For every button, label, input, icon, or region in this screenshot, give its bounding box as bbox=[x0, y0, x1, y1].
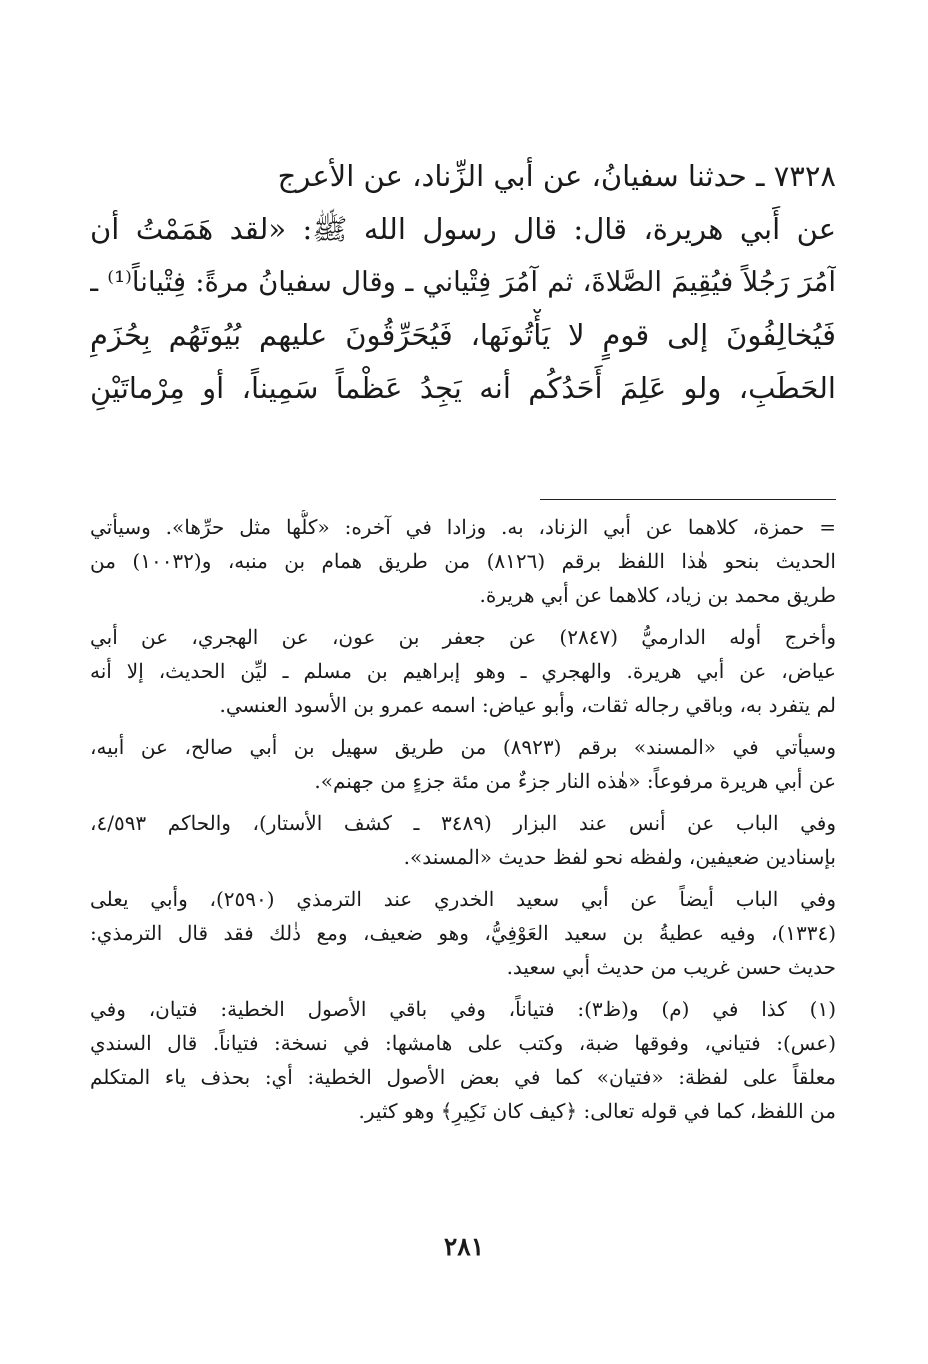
hadith-line: الحَطَبِ، ولو عَلِمَ أَحَدُكُم أنه يَجِدُ عَظْماً سَمِيناً، أو مِرْماتَيْنِ bbox=[90, 371, 836, 405]
page-number: ٢٨١ bbox=[443, 1232, 485, 1261]
footnote-line: (١٣٣٤)، وفيه عطيةُ بن سعيد العَوْفِيُّ، وهو ضعيف، ومع ذٰلك فقد قال الترمذي: bbox=[90, 921, 836, 945]
footnote-line: وفي الباب عن أنس عند البزار (٣٤٨٩ ـ كشف الأستار)، والحاكم ٤/٥٩٣، bbox=[90, 811, 836, 835]
footnote-line: عن أبي هريرة مرفوعاً: «هٰذه النار جزءٌ من مئة جزءٍ من جهنم». bbox=[314, 769, 836, 793]
footnotes bbox=[90, 510, 836, 1128]
footnote-paragraph bbox=[90, 620, 836, 722]
footnote-paragraph bbox=[90, 730, 836, 798]
hadith-line: فَيُخالِفُونَ إلى قومٍ لا يَأْتُونَها، فَيُحَرِّقُونَ عليهم بُيُوتَهُم بِحُزَمِ bbox=[90, 318, 836, 352]
footnote-line: حديث حسن غريب من حديث أبي سعيد. bbox=[506, 955, 836, 979]
footnote-line: وأخرج أوله الدارميُّ (٢٨٤٧) عن جعفر بن عون، عن الهجري، عن أبي bbox=[90, 625, 836, 649]
footnote-line: الحديث بنحو هٰذا اللفظ برقم (٨١٢٦) من طريق همام بن منبه، و(١٠٠٣٢) من bbox=[90, 549, 836, 573]
hadith-text bbox=[90, 150, 836, 415]
footnote-line: وفي الباب أيضاً عن أبي سعيد الخدري عند الترمذي (٢٥٩٠)، وأبي يعلى bbox=[90, 887, 836, 911]
footnote-paragraph bbox=[90, 992, 836, 1128]
footnote-line: = حمزة، كلاهما عن أبي الزناد، به. وزادا في آخره: «كلُّها مثل حرِّها». وسيأتي bbox=[90, 515, 836, 539]
hadith-line: عن أَبي هريرة، قال: قال رسول الله ﷺ: «لقد هَمَمْتُ أن bbox=[90, 212, 836, 246]
footnote-line: وسيأتي في «المسند» برقم (٨٩٢٣) من طريق سهيل بن أبي صالح، عن أبيه، bbox=[90, 735, 836, 759]
hadith-line: آمُرَ رَجُلاً فيُقِيمَ الصَّلاةَ، ثم آمُرَ فِتْياني ـ وقال سفيانُ مرةً: فِتْياناً⁽¹⁾ ـ bbox=[90, 266, 836, 298]
footnote-divider bbox=[540, 499, 836, 500]
footnote-line: بإسنادين ضعيفين، ولفظه نحو لفظ حديث «المسند». bbox=[403, 845, 836, 869]
footnote-paragraph bbox=[90, 882, 836, 984]
footnote-paragraph bbox=[90, 806, 836, 874]
footnote-line: عياض، عن أبي هريرة. والهجري ـ وهو إبراهيم بن مسلم ـ ليِّن الحديث، إلا أنه bbox=[90, 659, 836, 683]
footnote-line: (عس): فتياني، وفوقها ضبة، وكتب على هامشها: في نسخة: فتياناً. قال السندي bbox=[90, 1031, 836, 1055]
footnote-line: من اللفظ، كما في قوله تعالى: ﴿كيف كان نَكِيرِ﴾ وهو كثير. bbox=[358, 1099, 836, 1123]
footnote-line: معلقاً على لفظة: «فتيان» كما في بعض الأصول الخطية: أي: بحذف ياء المتكلم bbox=[90, 1065, 836, 1089]
hadith-line: ٧٣٢٨ ـ حدثنا سفيانُ، عن أبي الزِّناد، عن الأعرج bbox=[277, 159, 836, 193]
footnote-line: طريق محمد بن زياد، كلاهما عن أبي هريرة. bbox=[479, 583, 836, 607]
footnote-paragraph bbox=[90, 510, 836, 612]
footnote-line: لم يتفرد به، وباقي رجاله ثقات، وأبو عياض: اسمه عمرو بن الأسود العنسي. bbox=[219, 693, 836, 717]
footnote-line: (١) كذا في (م) و(ظ٣): فتياناً، وفي باقي الأصول الخطية: فتيان، وفي bbox=[90, 997, 836, 1021]
